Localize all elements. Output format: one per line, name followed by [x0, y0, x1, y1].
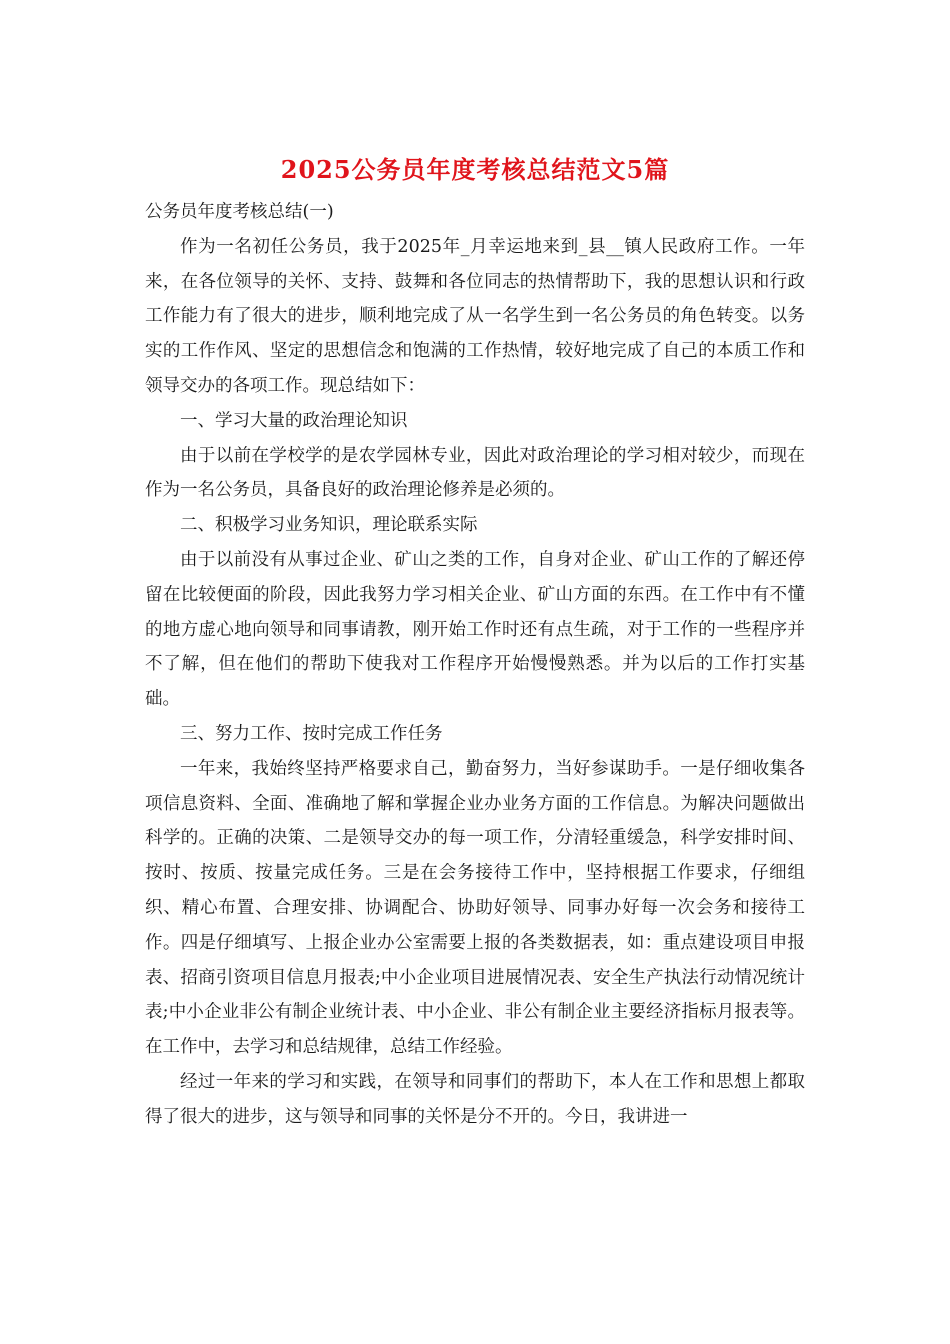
- paragraph: 一年来，我始终坚持严格要求自己，勤奋努力，当好参谋助手。一是仔细收集各项信息资料、全面、准确地了解和掌握企业办业务方面的工作信息。为解决问题做出科学的。正确的决策、二是领导交办的每一项工作，分清轻重缓急，科学安排时间、按时、按质、按量完成任务。三是在会务接待工作中，坚持根据工作要求，仔细组织、精心布置、合理安排、协调配合、协助好领导、同事办好每一次会务和接待工作。四是仔细填写、上报企业办公室需要上报的各类数据表，如：重点建设项目申报表、招商引资项目信息月报表;中小企业项目进展情况表、安全生产执法行动情况统计表;中小企业非公有制企业统计表、中小企业、非公有制企业主要经济指标月报表等。在工作中，去学习和总结规律，总结工作经验。: [145, 758, 805, 1058]
- section-subtitle: 公务员年度考核总结(一): [145, 202, 334, 222]
- document-title: 2025公务员年度考核总结范文5篇: [280, 155, 670, 184]
- paragraph: 由于以前没有从事过企业、矿山之类的工作，自身对企业、矿山工作的了解还停留在比较便面的阶段，因此我努力学习相关企业、矿山方面的东西。在工作中有不懂的地方虚心地向领导和同事请教，刚开始工作时还有点生疏，对于工作的一些程序并不了解，但在他们的帮助下使我对工作程序开始慢慢熟悉。并为以后的工作打实基础。: [145, 549, 805, 710]
- paragraph: 作为一名初任公务员，我于2025年_月幸运地来到_县__镇人民政府工作。一年来，在各位领导的关怀、支持、鼓舞和各位同志的热情帮助下，我的思想认识和行政工作能力有了很大的进步，顺利地完成了从一名学生到一名公务员的角色转变。以务实的工作作风、坚定的思想信念和饱满的工作热情，较好地完成了自己的本质工作和领导交办的各项工作。现总结如下：: [145, 236, 805, 396]
- paragraph: 由于以前在学校学的是农学园林专业，因此对政治理论的学习相对较少，而现在作为一名公务员，具备良好的政治理论修养是必须的。: [145, 445, 805, 501]
- section-heading: 二、积极学习业务知识，理论联系实际: [180, 515, 478, 536]
- document-body: [145, 195, 805, 1135]
- section-heading: 三、努力工作、按时完成工作任务: [180, 723, 443, 744]
- paragraph: 经过一年来的学习和实践，在领导和同事们的帮助下，本人在工作和思想上都取得了很大的进步，这与领导和同事的关怀是分不开的。今日，我讲进一: [145, 1071, 805, 1127]
- section-heading: 一、学习大量的政治理论知识: [180, 410, 408, 431]
